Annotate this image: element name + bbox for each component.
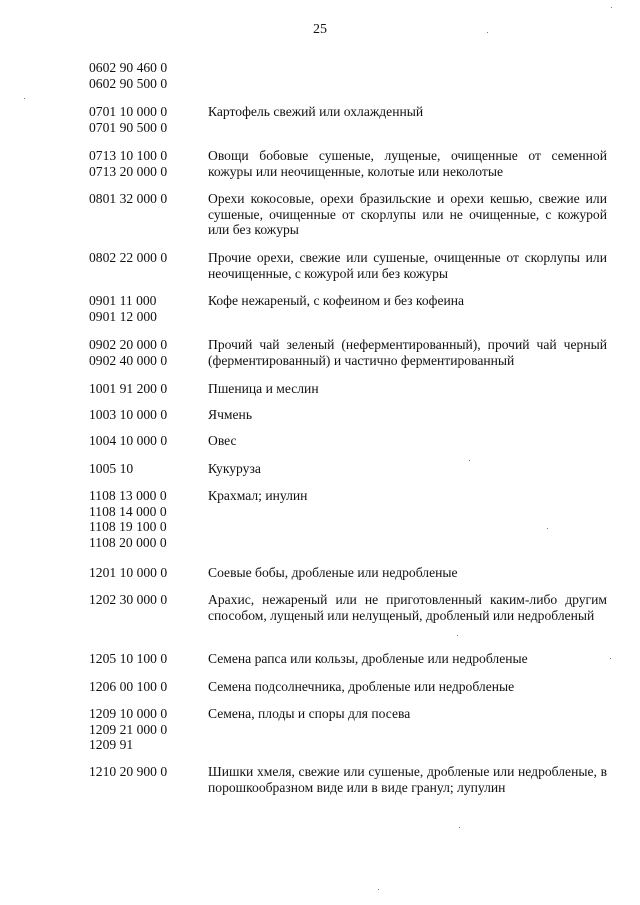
code-cell <box>89 250 204 266</box>
description-cell: Семена подсолнечника, дробленые или недробленые <box>208 679 515 694</box>
description-cell: Семена, плоды и споры для посева <box>208 706 411 721</box>
scan-speck <box>457 635 458 636</box>
tariff-code: 0602 90 500 0 <box>89 75 168 91</box>
tariff-code: 0701 90 500 0 <box>89 119 168 135</box>
tariff-code: 0902 20 000 0 <box>89 337 168 352</box>
tariff-code: 1108 20 000 0 <box>89 534 167 550</box>
scan-speck <box>24 98 25 99</box>
description-cell: Семена рапса или кользы, дробленые или недробленые <box>208 651 528 666</box>
description-cell: Соевые бобы, дробленые или недробленые <box>208 565 458 580</box>
tariff-code: 0802 22 000 0 <box>89 250 168 265</box>
description-cell: Овощи бобовые сушеные, лущеные, очищенные от семенной кожуры или неочищенные, колотые или неколотые <box>208 148 607 179</box>
tariff-code: 1004 10 000 0 <box>89 433 168 448</box>
tariff-code: 1108 19 100 0 <box>89 519 167 534</box>
code-cell <box>89 764 204 780</box>
code-cell <box>89 191 204 207</box>
scan-speck <box>487 32 488 33</box>
code-cell <box>89 706 204 753</box>
description-cell: Пшеница и меслин <box>208 381 319 396</box>
code-cell <box>89 433 204 449</box>
tariff-code: 0801 32 000 0 <box>89 191 168 206</box>
tariff-code: 1108 14 000 0 <box>89 503 167 519</box>
scan-speck <box>469 460 470 461</box>
code-cell <box>89 461 204 477</box>
scan-speck <box>610 658 611 659</box>
tariff-code: 0713 20 000 0 <box>89 163 168 179</box>
tariff-code: 0901 11 000 <box>89 293 157 308</box>
tariff-code: 1201 10 000 0 <box>89 565 168 580</box>
tariff-code: 1003 10 000 0 <box>89 407 168 422</box>
code-cell <box>89 337 204 368</box>
code-cell <box>89 148 204 179</box>
code-cell <box>89 592 204 608</box>
description-cell: Картофель свежий или охлажденный <box>208 104 424 119</box>
description-cell: Крахмал; инулин <box>208 488 308 503</box>
tariff-code: 1210 20 900 0 <box>89 764 168 779</box>
tariff-code: 0701 10 000 0 <box>89 104 168 119</box>
tariff-code: 0901 12 000 <box>89 308 157 324</box>
description-cell: Овес <box>208 433 237 448</box>
tariff-code: 1209 21 000 0 <box>89 721 168 737</box>
code-cell <box>89 651 204 667</box>
scan-speck <box>611 7 612 8</box>
description-cell: Шишки хмеля, свежие или сушеные, дробленые или недробленые, в порошкообразном виде или в виде гранул; лупулин <box>208 764 607 795</box>
code-cell <box>89 488 204 550</box>
code-cell <box>89 381 204 397</box>
description-cell: Прочий чай зеленый (неферментированный), прочий чай черный (ферментированный) и частично ферментированный <box>208 337 607 368</box>
tariff-code: 1202 30 000 0 <box>89 592 168 607</box>
description-cell: Кукуруза <box>208 461 261 476</box>
description-cell: Арахис, нежареный или не приготовленный каким-либо другим способом, лущеный или нелущеный, дробленый или недробленый <box>208 592 607 623</box>
scan-speck <box>547 528 548 529</box>
tariff-code: 1209 10 000 0 <box>89 706 168 721</box>
tariff-code: 1209 91 <box>89 737 134 752</box>
tariff-code: 0902 40 000 0 <box>89 352 168 368</box>
tariff-code: 1205 10 100 0 <box>89 651 168 666</box>
scan-speck <box>459 827 460 828</box>
scan-speck <box>378 889 379 890</box>
code-cell <box>89 60 204 91</box>
description-cell: Кофе нежареный, с кофеином и без кофеина <box>208 293 465 308</box>
code-cell <box>89 407 204 423</box>
tariff-code: 1108 13 000 0 <box>89 488 167 503</box>
description-cell: Орехи кокосовые, орехи бразильские и орехи кешью, свежие или сушеные, очищенные от скорлупы или не очищенные, с кожурой или без кожуры <box>208 191 607 237</box>
description-cell: Ячмень <box>208 407 253 422</box>
code-cell <box>89 104 204 135</box>
tariff-code: 1206 00 100 0 <box>89 679 168 694</box>
code-cell <box>89 679 204 695</box>
tariff-code: 1001 91 200 0 <box>89 381 168 396</box>
code-cell <box>89 293 204 324</box>
description-cell: Прочие орехи, свежие или сушеные, очищенные от скорлупы или неочищенные, с кожурой или без кожуры <box>208 250 607 281</box>
tariff-code: 1005 10 <box>89 461 134 476</box>
tariff-code: 0602 90 460 0 <box>89 60 168 75</box>
code-cell <box>89 565 204 581</box>
page-number: 25 <box>313 22 327 37</box>
tariff-code: 0713 10 100 0 <box>89 148 168 163</box>
